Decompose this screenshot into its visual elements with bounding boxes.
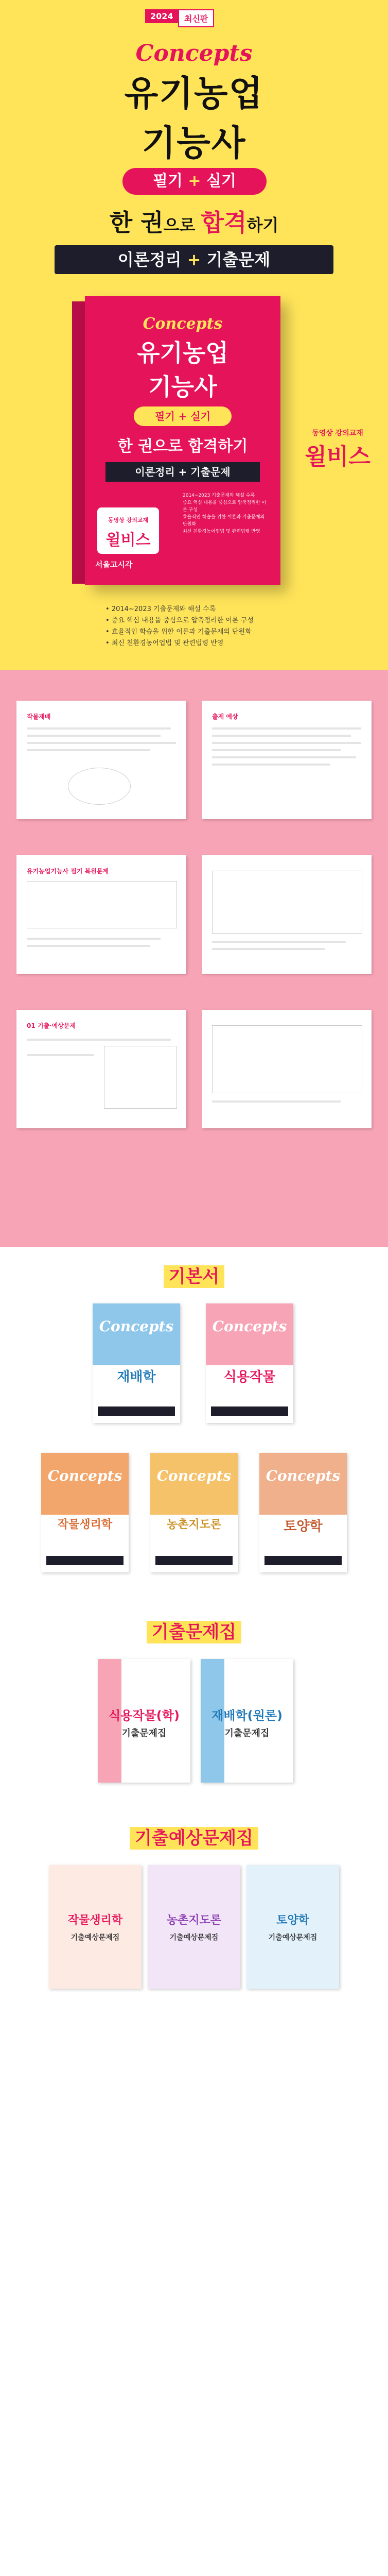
headline-part-c: 합격 <box>201 209 247 236</box>
book-note-item: 최신 친환경농어업법 및 관련법령 반영 <box>183 529 260 534</box>
feature-item: • 2014~2023 기출문제와 해설 수록 <box>105 605 216 613</box>
section-heading-expect: 기출예상문제집 <box>0 1824 388 1849</box>
preview-page <box>202 855 372 974</box>
cover-title: 식용작물(학) <box>109 1708 180 1723</box>
section-heading-past: 기출문제집 <box>0 1618 388 1643</box>
book-lecture-badge <box>97 507 159 554</box>
hero-section <box>0 0 388 670</box>
cover-subtitle: 기출문제집 <box>224 1728 270 1739</box>
headline-part-d: 하기 <box>246 215 279 235</box>
cover-brand: Concepts <box>99 1318 174 1335</box>
free-lecture-big: 윌비스 <box>305 444 371 470</box>
one-book-headline <box>0 204 388 238</box>
section-heading-basic: 기본서 <box>0 1262 388 1287</box>
subject-pill <box>122 168 267 195</box>
content-bar <box>55 245 333 274</box>
pill-left: 필기 <box>153 172 183 190</box>
cover-title: 작물생리학 <box>57 1518 113 1531</box>
cover-brand: Concepts <box>47 1467 122 1484</box>
book-title-line2: 기능사 <box>148 373 217 401</box>
cover-subtitle: 기출예상문제집 <box>169 1934 219 1942</box>
book-cover-thumb[interactable] <box>201 1659 293 1783</box>
preview-section <box>0 670 388 1247</box>
preview-page-heading: 작물재배 <box>27 713 51 720</box>
brand-title: Concepts <box>135 40 253 66</box>
preview-page <box>202 1010 372 1128</box>
book-spine <box>72 301 85 584</box>
preview-page-heading: 출제 예상 <box>212 713 238 720</box>
free-lecture-small: 동영상 강의교재 <box>312 429 363 437</box>
book-brand: Concepts <box>143 315 223 333</box>
hero-title-line2: 기능사 <box>142 123 246 164</box>
cover-title: 식용작물 <box>223 1369 276 1385</box>
book-cover-thumb[interactable] <box>41 1453 129 1572</box>
edition-badge: 최신판 <box>178 9 214 27</box>
pill-right: 실기 <box>206 172 236 190</box>
feature-list <box>105 604 254 649</box>
cover-subtitle: 기출예상문제집 <box>70 1934 120 1942</box>
book-cover-thumb[interactable] <box>206 1303 293 1423</box>
cover-title: 재배학 <box>117 1369 156 1385</box>
book-cover-thumb[interactable] <box>246 1865 339 1989</box>
book-cover-thumb[interactable] <box>150 1453 238 1572</box>
book-badge-big: 윌비스 <box>105 531 151 549</box>
feature-item: • 중요 핵심 내용을 중심으로 압축정리한 이론 구성 <box>105 617 254 624</box>
book-bar: 이론정리 + 기출문제 <box>105 462 260 482</box>
cover-title: 토양학 <box>276 1914 309 1927</box>
preview-page <box>16 1010 186 1128</box>
book-badge-small: 동영상 강의교재 <box>108 517 149 523</box>
feature-item: • 최신 친환경농어업법 및 관련법령 반영 <box>105 639 224 647</box>
pill-mid: + <box>188 172 201 190</box>
bar-plus: + <box>187 250 201 269</box>
cover-subtitle: 기출문제집 <box>121 1728 167 1739</box>
preview-page-heading: 01 기출·예상문제 <box>27 1022 76 1029</box>
preview-page <box>16 855 186 974</box>
free-lecture-badge <box>302 428 374 471</box>
book-cover-thumb[interactable] <box>98 1659 190 1783</box>
book-publisher: 서울고시각 <box>95 560 133 569</box>
cover-brand: Concepts <box>212 1318 287 1335</box>
lineup-section <box>0 1247 388 2576</box>
bar-right: 기출문제 <box>206 250 271 269</box>
preview-page-heading: 유기농업기능사 필기 복원문제 <box>27 868 109 875</box>
headline-part-b: 으로 <box>163 215 201 235</box>
year-badge: 2024 <box>145 9 179 23</box>
bar-left: 이론정리 <box>117 250 182 269</box>
book-cover-thumb[interactable] <box>93 1303 180 1423</box>
cover-brand: Concepts <box>266 1467 341 1484</box>
book-notes <box>183 492 270 535</box>
book-pill: 필기 + 실기 <box>134 406 232 426</box>
cover-title: 농촌지도론 <box>166 1518 222 1531</box>
book-cover-thumb[interactable] <box>148 1865 240 1989</box>
cover-title: 재배학(원론) <box>211 1708 283 1723</box>
preview-page <box>16 701 186 819</box>
headline-part-a: 한 권 <box>109 209 164 236</box>
book-note-item: 효율적인 학습을 위한 이론과 기출문제의 단원화 <box>183 515 265 527</box>
cover-subtitle: 기출예상문제집 <box>268 1934 318 1942</box>
book-cover-thumb[interactable] <box>259 1453 347 1572</box>
book-title-line1: 유기농업 <box>137 339 228 367</box>
cover-title: 농촌지도론 <box>166 1914 222 1927</box>
cover-brand: Concepts <box>156 1467 232 1484</box>
hero-title-line1: 유기농업 <box>124 74 264 114</box>
book-cover <box>85 296 280 585</box>
cover-title: 작물생리학 <box>67 1914 123 1927</box>
preview-page <box>202 701 372 819</box>
book-headline: 한 권으로 합격하기 <box>117 437 248 455</box>
cover-title: 토양학 <box>284 1519 323 1534</box>
feature-item: • 효율적인 학습을 위한 이론과 기출문제의 단원화 <box>105 628 252 636</box>
book-note-item: 2014~2023 기출문제와 해설 수록 <box>183 493 255 498</box>
book-note-item: 중요 핵심 내용을 중심으로 압축정리한 이론 구성 <box>183 500 267 513</box>
book-cover-thumb[interactable] <box>49 1865 142 1989</box>
